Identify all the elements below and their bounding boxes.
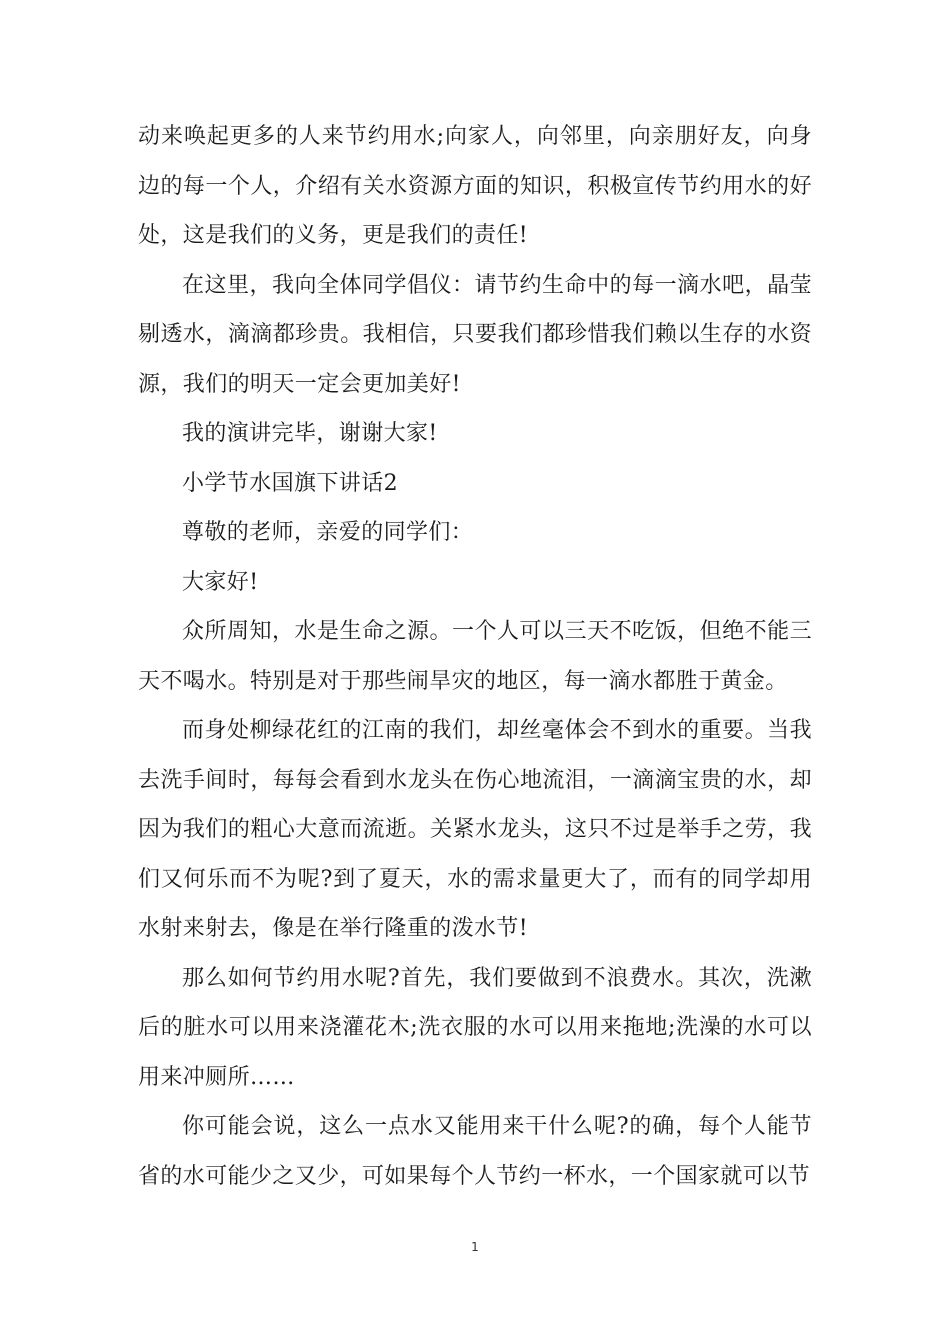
section-heading: 小学节水国旗下讲话2 (182, 470, 398, 496)
paragraph: 而身处柳绿花红的江南的我们，却丝毫体会不到水的重要。当我去洗手间时，每每会看到水龙头在伤心地流泪，一滴滴宝贵的水，却因为我们的粗心大意而流逝。关紧水龙头，这只不过是举手之劳，我们又何乐而不为呢?到了夏天，水的需求量更大了，而有的同学却用水射来射去，像是在举行隆重的泼水节! (138, 718, 812, 941)
page-number: 1 (471, 1240, 479, 1254)
paragraph: 动来唤起更多的人来节约用水;向家人，向邻里，向亲朋好友，向身边的每一个人，介绍有关水资源方面的知识，积极宣传节约用水的好处，这是我们的义务，更是我们的责任! (138, 124, 812, 248)
paragraph: 在这里，我向全体同学倡仪：请节约生命中的每一滴水吧，晶莹剔透水，滴滴都珍贵。我相信，只要我们都珍惜我们赖以生存的水资源，我们的明天一定会更加美好! (138, 272, 812, 397)
paragraph: 众所周知，水是生命之源。一个人可以三天不吃饭，但绝不能三天不喝水。特别是对于那些闹旱灾的地区，每一滴水都胜于黄金。 (138, 619, 812, 694)
paragraph: 我的演讲完毕，谢谢大家! (182, 421, 438, 446)
greeting: 大家好! (182, 569, 259, 595)
paragraph: 那么如何节约用水呢?首先，我们要做到不浪费水。其次，洗漱后的脏水可以用来浇灌花木;洗衣服的水可以用来拖地;洗澡的水可以用来冲厕所…… (138, 965, 812, 1090)
paragraph: 你可能会说，这么一点水又能用来干什么呢?的确，每个人能节省的水可能少之又少，可如果每个人节约一杯水，一个国家就可以节 (138, 1114, 812, 1189)
salutation: 尊敬的老师，亲爱的同学们： (182, 520, 474, 545)
document-body (138, 112, 812, 1201)
